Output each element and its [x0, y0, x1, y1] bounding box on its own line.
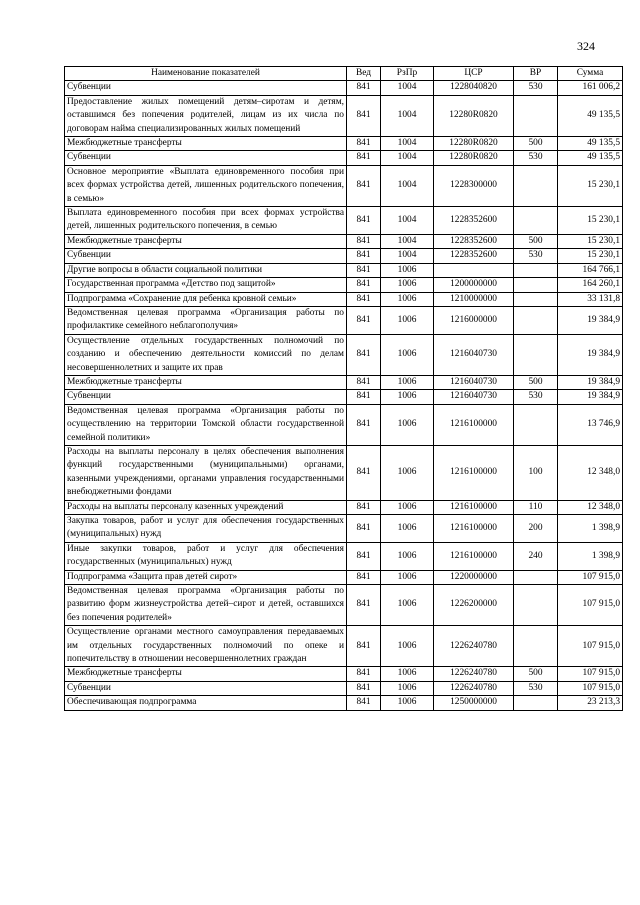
- cell-name: Межбюджетные трансферты: [65, 234, 347, 248]
- cell-vr: 100: [514, 445, 558, 500]
- cell-ved: 841: [347, 585, 381, 626]
- table-row: [65, 263, 623, 277]
- cell-csr: 1216100000: [434, 445, 514, 500]
- cell-sum: 19 384,9: [558, 375, 623, 389]
- table-row: [65, 375, 623, 389]
- table-row: [65, 626, 623, 667]
- cell-name: Субвенции: [65, 681, 347, 695]
- cell-ved: 841: [347, 207, 381, 235]
- table-row: [65, 207, 623, 235]
- cell-sum: 1 398,9: [558, 542, 623, 570]
- cell-sum: 1 398,9: [558, 515, 623, 543]
- cell-rzpr: 1006: [381, 626, 434, 667]
- cell-ved: 841: [347, 375, 381, 389]
- cell-csr: 1226200000: [434, 585, 514, 626]
- cell-rzpr: 1004: [381, 137, 434, 151]
- header-ved: Вед: [347, 67, 381, 81]
- cell-sum: 15 230,1: [558, 249, 623, 263]
- page-number: 324: [577, 39, 595, 53]
- table-row: [65, 334, 623, 375]
- cell-vr: 200: [514, 515, 558, 543]
- cell-name: Подпрограмма «Защита прав детей сирот»: [65, 570, 347, 584]
- table-body: [65, 81, 623, 710]
- table-row: [65, 404, 623, 445]
- cell-csr: 1226240780: [434, 667, 514, 681]
- cell-ved: 841: [347, 234, 381, 248]
- cell-name: Предоставление жилых помещений детям–сиротам и детям, оставшимся без попечения родителей, лицам из их числа по договорам найма специализированных жилых помещений: [65, 95, 347, 136]
- cell-rzpr: 1004: [381, 249, 434, 263]
- cell-sum: 12 348,0: [558, 500, 623, 514]
- cell-sum: 107 915,0: [558, 681, 623, 695]
- cell-name: Межбюджетные трансферты: [65, 667, 347, 681]
- cell-ved: 841: [347, 95, 381, 136]
- cell-rzpr: 1006: [381, 667, 434, 681]
- cell-name: Иные закупки товаров, работ и услуг для обеспечения государственных (муниципальных) нужд: [65, 542, 347, 570]
- cell-vr: 500: [514, 667, 558, 681]
- cell-csr: 1228352600: [434, 207, 514, 235]
- cell-vr: [514, 278, 558, 292]
- cell-rzpr: 1006: [381, 278, 434, 292]
- cell-vr: [514, 207, 558, 235]
- cell-csr: 1226240780: [434, 681, 514, 695]
- cell-name: Выплата единовременного пособия при всех формах устройства детей, лишенных родительского попечения, в семью: [65, 207, 347, 235]
- cell-name: Межбюджетные трансферты: [65, 137, 347, 151]
- cell-vr: 110: [514, 500, 558, 514]
- cell-vr: [514, 95, 558, 136]
- cell-csr: 1200000000: [434, 278, 514, 292]
- cell-rzpr: 1006: [381, 681, 434, 695]
- cell-sum: 49 135,5: [558, 95, 623, 136]
- cell-sum: 15 230,1: [558, 207, 623, 235]
- table-row: [65, 445, 623, 500]
- cell-vr: 500: [514, 375, 558, 389]
- cell-rzpr: 1006: [381, 445, 434, 500]
- cell-ved: 841: [347, 390, 381, 404]
- cell-sum: 49 135,5: [558, 151, 623, 165]
- cell-sum: 19 384,9: [558, 306, 623, 334]
- cell-ved: 841: [347, 500, 381, 514]
- cell-ved: 841: [347, 445, 381, 500]
- cell-sum: 33 131,8: [558, 292, 623, 306]
- cell-csr: 12280R0820: [434, 151, 514, 165]
- cell-sum: 19 384,9: [558, 390, 623, 404]
- cell-rzpr: 1006: [381, 570, 434, 584]
- cell-rzpr: 1006: [381, 292, 434, 306]
- table-row: [65, 151, 623, 165]
- cell-name: Закупка товаров, работ и услуг для обеспечения государственных (муниципальных) нужд: [65, 515, 347, 543]
- cell-name: Субвенции: [65, 81, 347, 95]
- cell-vr: [514, 585, 558, 626]
- cell-vr: [514, 570, 558, 584]
- cell-vr: [514, 626, 558, 667]
- table-row: [65, 95, 623, 136]
- table-row: [65, 667, 623, 681]
- cell-ved: 841: [347, 626, 381, 667]
- cell-name: Ведомственная целевая программа «Организация работы по профилактике семейного неблагополучия»: [65, 306, 347, 334]
- cell-name: Ведомственная целевая программа «Организация работы по осуществлению на территории Томской области государственной семейной политики»: [65, 404, 347, 445]
- cell-vr: [514, 306, 558, 334]
- cell-name: Осуществление отдельных государственных полномочий по созданию и обеспечению деятельности комиссий по делам несовершеннолетних и защите их прав: [65, 334, 347, 375]
- table-row: [65, 696, 623, 710]
- table-row: [65, 165, 623, 206]
- cell-vr: [514, 696, 558, 710]
- table-row: [65, 681, 623, 695]
- table-row: [65, 278, 623, 292]
- header-csr: ЦСР: [434, 67, 514, 81]
- cell-name: Расходы на выплаты персоналу в целях обеспечения выполнения функций государственными (муниципальными) органами, казенными учреждениями, органами управления государственными внебюджетными фондами: [65, 445, 347, 500]
- cell-vr: [514, 292, 558, 306]
- cell-csr: 1216040730: [434, 390, 514, 404]
- cell-vr: 530: [514, 249, 558, 263]
- cell-ved: 841: [347, 137, 381, 151]
- cell-name: Субвенции: [65, 151, 347, 165]
- cell-ved: 841: [347, 81, 381, 95]
- cell-rzpr: 1004: [381, 95, 434, 136]
- table-row: [65, 390, 623, 404]
- cell-name: Подпрограмма «Сохранение для ребенка кровной семьи»: [65, 292, 347, 306]
- cell-csr: 1216100000: [434, 404, 514, 445]
- cell-ved: 841: [347, 151, 381, 165]
- cell-sum: 107 915,0: [558, 667, 623, 681]
- table-row: [65, 542, 623, 570]
- budget-table: [64, 66, 623, 711]
- cell-csr: 1216100000: [434, 500, 514, 514]
- cell-rzpr: 1006: [381, 263, 434, 277]
- cell-vr: [514, 334, 558, 375]
- cell-ved: 841: [347, 249, 381, 263]
- cell-vr: 500: [514, 234, 558, 248]
- cell-ved: 841: [347, 292, 381, 306]
- cell-csr: 1250000000: [434, 696, 514, 710]
- cell-name: Межбюджетные трансферты: [65, 375, 347, 389]
- cell-csr: 1216100000: [434, 515, 514, 543]
- cell-rzpr: 1006: [381, 390, 434, 404]
- header-sum: Сумма: [558, 67, 623, 81]
- cell-rzpr: 1006: [381, 404, 434, 445]
- cell-name: Государственная программа «Детство под защитой»: [65, 278, 347, 292]
- cell-rzpr: 1006: [381, 696, 434, 710]
- cell-ved: 841: [347, 542, 381, 570]
- cell-rzpr: 1006: [381, 542, 434, 570]
- cell-rzpr: 1004: [381, 81, 434, 95]
- cell-csr: 1228352600: [434, 234, 514, 248]
- cell-csr: 12280R0820: [434, 137, 514, 151]
- cell-sum: 12 348,0: [558, 445, 623, 500]
- cell-sum: 19 384,9: [558, 334, 623, 375]
- cell-ved: 841: [347, 263, 381, 277]
- cell-ved: 841: [347, 306, 381, 334]
- cell-sum: 161 006,2: [558, 81, 623, 95]
- cell-ved: 841: [347, 165, 381, 206]
- header-name: Наименование показателей: [65, 67, 347, 81]
- cell-vr: 530: [514, 151, 558, 165]
- table-row: [65, 570, 623, 584]
- header-vr: ВР: [514, 67, 558, 81]
- cell-sum: 107 915,0: [558, 570, 623, 584]
- cell-ved: 841: [347, 681, 381, 695]
- cell-ved: 841: [347, 696, 381, 710]
- cell-sum: 107 915,0: [558, 626, 623, 667]
- cell-name: Осуществление органами местного самоуправления передаваемых им отдельных государственных полномочий по опеке и попечительству в отношении несовершеннолетних граждан: [65, 626, 347, 667]
- table-row: [65, 515, 623, 543]
- cell-csr: 1226240780: [434, 626, 514, 667]
- cell-sum: 164 766,1: [558, 263, 623, 277]
- cell-name: Другие вопросы в области социальной политики: [65, 263, 347, 277]
- table-row: [65, 500, 623, 514]
- cell-vr: 530: [514, 681, 558, 695]
- cell-sum: 164 260,1: [558, 278, 623, 292]
- cell-rzpr: 1006: [381, 375, 434, 389]
- cell-name: Субвенции: [65, 249, 347, 263]
- cell-rzpr: 1006: [381, 515, 434, 543]
- cell-name: Расходы на выплаты персоналу казенных учреждений: [65, 500, 347, 514]
- cell-sum: 15 230,1: [558, 234, 623, 248]
- cell-ved: 841: [347, 404, 381, 445]
- cell-rzpr: 1006: [381, 334, 434, 375]
- cell-ved: 841: [347, 278, 381, 292]
- cell-csr: 1220000000: [434, 570, 514, 584]
- cell-rzpr: 1006: [381, 306, 434, 334]
- cell-rzpr: 1006: [381, 585, 434, 626]
- cell-csr: 1228040820: [434, 81, 514, 95]
- table-row: [65, 306, 623, 334]
- cell-rzpr: 1004: [381, 165, 434, 206]
- cell-ved: 841: [347, 667, 381, 681]
- cell-ved: 841: [347, 334, 381, 375]
- cell-csr: 1228300000: [434, 165, 514, 206]
- table-row: [65, 234, 623, 248]
- cell-csr: 1216040730: [434, 375, 514, 389]
- cell-sum: 15 230,1: [558, 165, 623, 206]
- table-row: [65, 81, 623, 95]
- cell-csr: 1216000000: [434, 306, 514, 334]
- cell-csr: 1216040730: [434, 334, 514, 375]
- cell-name: Основное мероприятие «Выплата единовременного пособия при всех формах устройства детей, лишенных родительского попечения, в семью»: [65, 165, 347, 206]
- cell-csr: 1228352600: [434, 249, 514, 263]
- cell-rzpr: 1004: [381, 234, 434, 248]
- cell-vr: [514, 165, 558, 206]
- cell-sum: 49 135,5: [558, 137, 623, 151]
- table-row: [65, 137, 623, 151]
- cell-vr: 530: [514, 390, 558, 404]
- cell-csr: 1216100000: [434, 542, 514, 570]
- cell-sum: 107 915,0: [558, 585, 623, 626]
- cell-csr: 12280R0820: [434, 95, 514, 136]
- cell-csr: [434, 263, 514, 277]
- cell-vr: [514, 404, 558, 445]
- cell-csr: 1210000000: [434, 292, 514, 306]
- cell-ved: 841: [347, 515, 381, 543]
- cell-sum: 23 213,3: [558, 696, 623, 710]
- table-header-row: [65, 67, 623, 81]
- table-row: [65, 292, 623, 306]
- cell-sum: 13 746,9: [558, 404, 623, 445]
- cell-vr: 530: [514, 81, 558, 95]
- cell-vr: 240: [514, 542, 558, 570]
- header-rzpr: РзПр: [381, 67, 434, 81]
- cell-name: Ведомственная целевая программа «Организация работы по развитию форм жизнеустройства детей–сирот и детей, оставшихся без попечения родителей»: [65, 585, 347, 626]
- cell-ved: 841: [347, 570, 381, 584]
- cell-rzpr: 1004: [381, 151, 434, 165]
- cell-name: Обеспечивающая подпрограмма: [65, 696, 347, 710]
- cell-vr: 500: [514, 137, 558, 151]
- table-row: [65, 249, 623, 263]
- cell-vr: [514, 263, 558, 277]
- table-row: [65, 585, 623, 626]
- cell-rzpr: 1004: [381, 207, 434, 235]
- cell-rzpr: 1006: [381, 500, 434, 514]
- cell-name: Субвенции: [65, 390, 347, 404]
